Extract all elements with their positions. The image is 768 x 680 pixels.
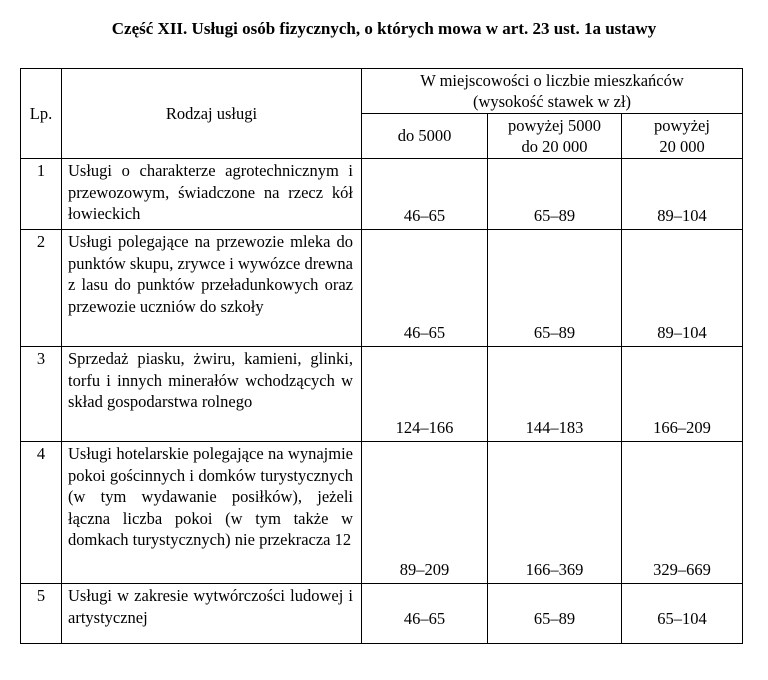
row-rate-over-20000: 166–209	[622, 347, 743, 442]
row-rate-up-to-5000: 46–65	[362, 230, 488, 347]
table-row	[21, 159, 743, 230]
row-rate-up-to-5000: 124–166	[362, 347, 488, 442]
row-description: Usługi w zakresie wytwórczości ludowej i artystycznej	[62, 584, 362, 644]
row-rate-over-20000: 89–104	[622, 159, 743, 230]
row-rate-up-to-5000: 46–65	[362, 159, 488, 230]
table-row	[21, 442, 743, 584]
header-service-type: Rodzaj usługi	[62, 69, 362, 159]
row-description: Usługi hotelarskie polegające na wynajmie pokoi gościnnych i domków turystycznych (w tym wydawanie posiłków), jeżeli łączna liczba pokoi (w tym także w domkach turystycznych) nie przekracza 12	[62, 442, 362, 584]
page-title: Część XII. Usługi osób fizycznych, o których mowa w art. 23 ust. 1a ustawy	[111, 19, 657, 38]
header-lp: Lp.	[21, 69, 62, 159]
row-rate-5000-20000: 65–89	[488, 584, 622, 644]
header-col3-line2: 20 000	[659, 137, 705, 156]
row-lp: 5	[21, 584, 62, 644]
header-col3-line1: powyżej	[654, 115, 710, 135]
table-row	[21, 584, 743, 644]
table-row	[21, 347, 743, 442]
row-description: Usługi o charakterze agrotechnicznym i przewozowym, świadczone na rzecz kół łowieckich	[62, 159, 362, 230]
row-rate-5000-20000: 166–369	[488, 442, 622, 584]
row-lp: 4	[21, 442, 62, 584]
row-rate-over-20000: 89–104	[622, 230, 743, 347]
row-rate-5000-20000: 65–89	[488, 159, 622, 230]
header-row-top	[21, 69, 743, 114]
row-rate-up-to-5000: 46–65	[362, 584, 488, 644]
rates-table	[20, 68, 743, 644]
row-rate-up-to-5000: 89–209	[362, 442, 488, 584]
row-rate-over-20000: 329–669	[622, 442, 743, 584]
header-col-up-to-5000: do 5000	[362, 114, 488, 159]
table-row	[21, 230, 743, 347]
row-lp: 2	[21, 230, 62, 347]
header-col-5000-20000	[488, 114, 622, 159]
row-rate-over-20000: 65–104	[622, 584, 743, 644]
header-group-line2: (wysokość stawek w zł)	[472, 92, 632, 111]
row-rate-5000-20000: 144–183	[488, 347, 622, 442]
row-lp: 1	[21, 159, 62, 230]
header-col2-line2: do 20 000	[521, 137, 588, 156]
header-population-group	[362, 69, 743, 114]
row-lp: 3	[21, 347, 62, 442]
row-description: Usługi polegające na przewozie mleka do punktów skupu, zrywce i wywózce drewna z lasu do punktów przeładunkowych oraz przewozie uczniów do szkoły	[62, 230, 362, 347]
header-col-over-20000	[622, 114, 743, 159]
header-col2-line1: powyżej 5000	[507, 115, 602, 135]
row-rate-5000-20000: 65–89	[488, 230, 622, 347]
header-group-line1: W miejscowości o liczbie mieszkańców	[420, 70, 684, 90]
row-description: Sprzedaż piasku, żwiru, kamieni, glinki, torfu i innych minerałów wchodzących w skład gospodarstwa rolnego	[62, 347, 362, 442]
